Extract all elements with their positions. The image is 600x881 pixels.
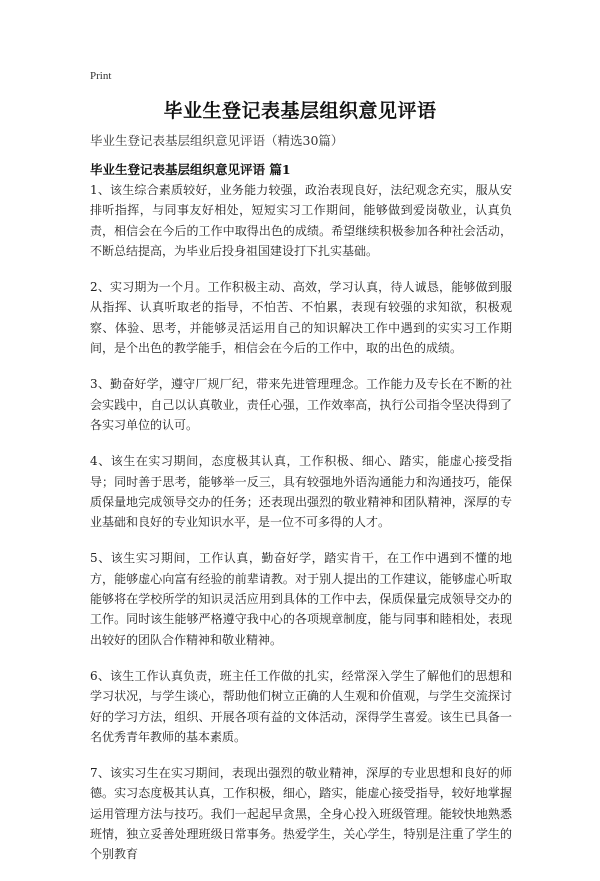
paragraph: 2、实习期为一个月。工作积极主动、高效，学习认真，待人诚恳，能够做到服从指挥、认真听取老的指导，不怕苦、不怕累，表现有较强的求知欲，积极观察、体验、思考，并能够灵活运用自己的知识解决工作中遇到的实实习工作期间，是个出色的教学能手，相信会在今后的工作中，取的出色的成绩。 bbox=[90, 280, 512, 356]
paragraph: 1、该生综合素质较好，业务能力较强，政治表现良好，法纪观念充实，服从安排听指挥，与同事友好相处，短短实习工作期间，能够做到爱岗敬业，认真负责，相信会在今后的工作中取得出色的成绩。希望继续积极参加各种社会活动，不断总结提高，为毕业后投身祖国建设打下扎实基础。 bbox=[90, 183, 512, 258]
paragraph: 7、该实习生在实习期间，表现出强烈的敬业精神，深厚的专业思想和良好的师德。实习态度极其认真，工作积极，细心，踏实，能虚心接受指导，较好地掌握运用管理方法与技巧。我们一起起早贪黑，全身心投入班级管理。能较快地熟悉班情，独立妥善处理班级日常事务。热爱学生，关心学生，特别是注重了学生的个别教育 bbox=[90, 766, 512, 862]
paragraph: 4、该生在实习期间，态度极其认真，工作积极、细心、踏实，能虚心接受指导；同时善于思考，能够举一反三，具有较强地外语沟通能力和沟通技巧，能保质保量地完成领导交办的任务；还表现出强烈的敬业精神和团队精神，深厚的专业基础和良好的专业知识水平，是一位不可多得的人才。 bbox=[90, 454, 512, 530]
paragraph: 6、该生工作认真负责，班主任工作做的扎实，经常深入学生了解他们的思想和学习状况，与学生谈心，帮助他们树立正确的人生观和价值观，与学生交流探讨好的学习方法，组织、开展各项有益的文体活动，深得学生喜爱。该生已具备一名优秀青年教师的基本素质。 bbox=[90, 668, 512, 744]
page-subtitle: 毕业生登记表基层组织意见评语（精选30篇） bbox=[90, 133, 344, 148]
paragraph: 3、勤奋好学，遵守厂规厂纪，带来先进管理理念。工作能力及专长在不断的社会实践中，自己以认真敬业，责任心强，工作效率高，执行公司指令坚决得到了各实习单位的认可。 bbox=[90, 377, 512, 432]
print-link[interactable]: Print bbox=[90, 70, 112, 82]
paragraph: 5、该生实习期间，工作认真，勤奋好学，踏实肯干，在工作中遇到不懂的地方，能够虚心向富有经验的前辈请教。对于别人提出的工作建议，能够虚心听取能够将在学校所学的知识灵活应用到具体的工作中去，保质保量完成领导交办的工作。同时该生能够严格遵守我中心的各项规章制度，能与同事和睦相处，表现出较好的团队合作精神和敬业精神。 bbox=[90, 551, 512, 647]
section-heading: 毕业生登记表基层组织意见评语 篇1 bbox=[90, 162, 291, 177]
page-title: 毕业生登记表基层组织意见评语 bbox=[163, 100, 437, 122]
